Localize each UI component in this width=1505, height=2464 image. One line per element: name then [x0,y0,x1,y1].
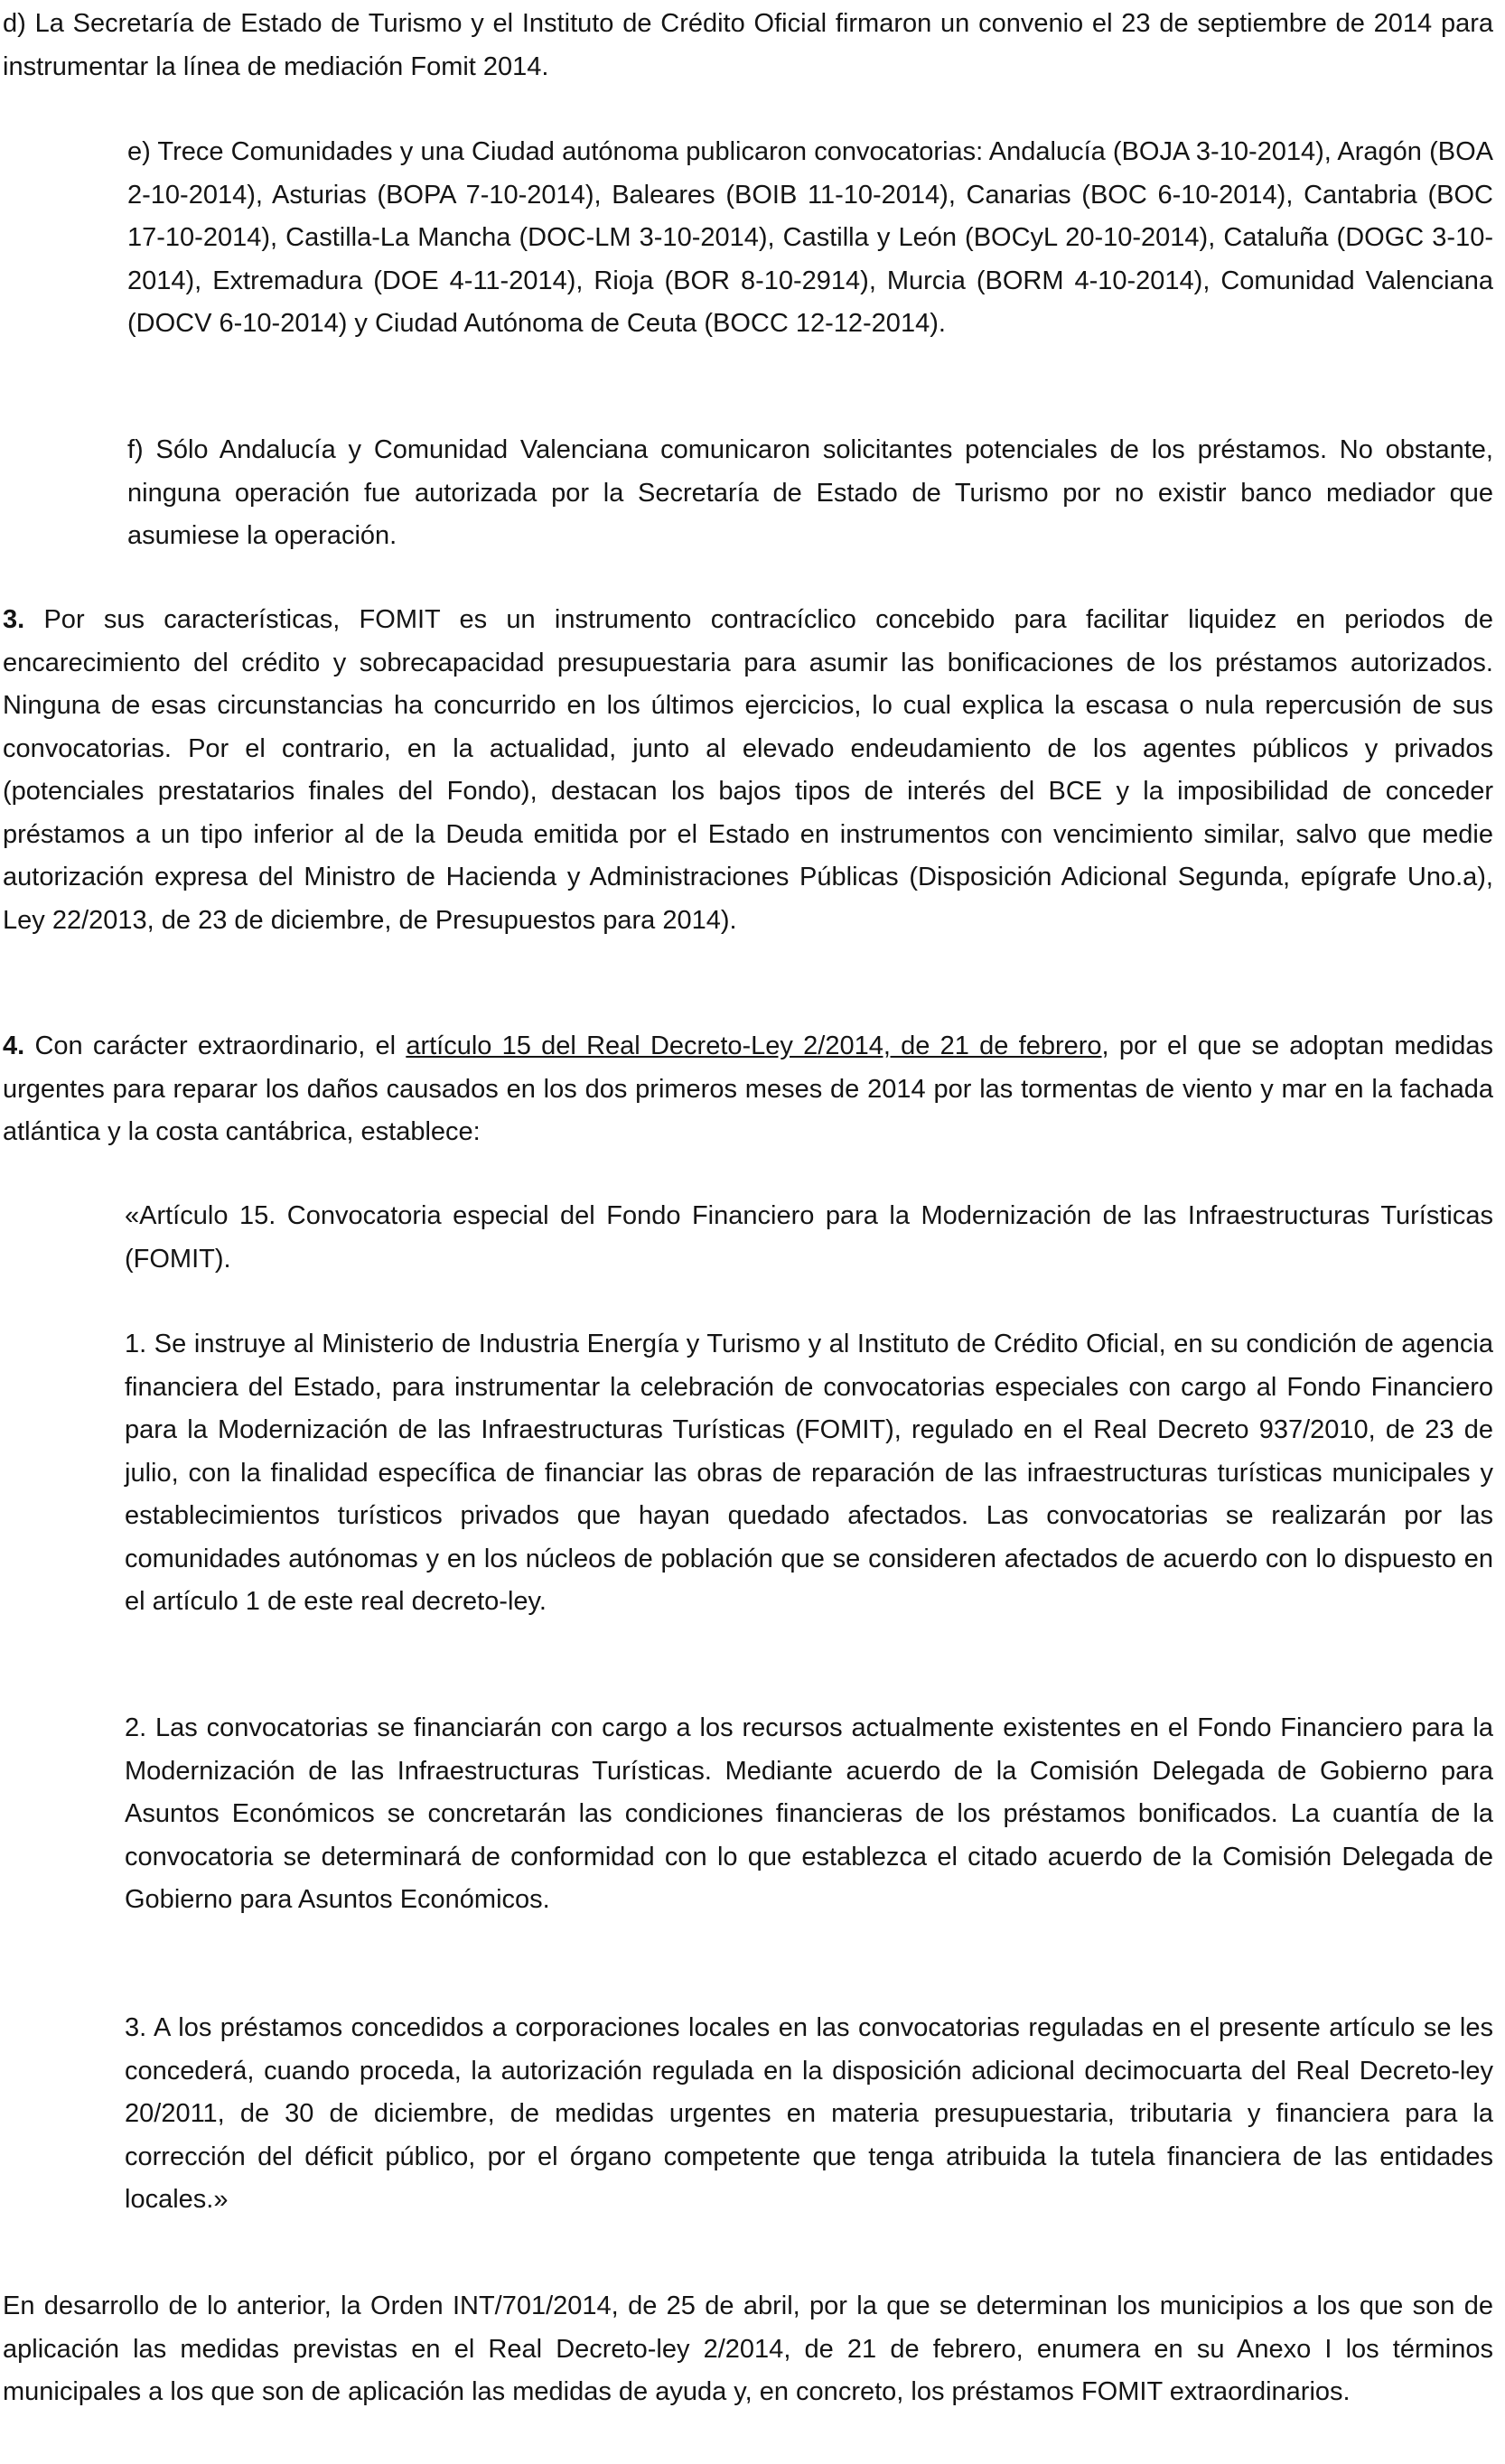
section-text-after: , por el que se adoptan medidas urgentes para reparar los daños causados en los dos primeros meses de 2014 por las tormentas de viento y mar en la fachada atlántica y la costa cantábrica, establece: [3,1031,1493,1146]
paragraph-section-3 [3,599,1493,942]
quote-heading: «Artículo 15. Convocatoria especial del Fondo Financiero para la Modernización de las Infraestructuras Turísticas (FOMIT). [125,1201,1493,1274]
paragraph-item-f: f) Sólo Andalucía y Comunidad Valenciana comunicaron solicitantes potenciales de los préstamos. No obstante, ninguna operación fue autorizada por la Secretaría de Estado de Turismo por no existir banco mediador que asumiese la operación. [127,435,1493,550]
section-number: 3. [3,605,25,634]
paragraph-item-e: e) Trece Comunidades y una Ciudad autónoma publicaron convocatorias: Andalucía (BOJA 3-10-2014), Aragón (BOA 2-10-2014), Asturias (BOPA 7-10-2014), Baleares (BOIB 11-10-2014), Canarias (BOC 6-10-2014), Cantabria (BOC 17-10-2014), Castilla-La Mancha (DOC-LM 3-10-2014), Castilla y León (BOCyL 20-10-2014), Cataluña (DOGC 3-10-2014), Extremadura (DOE 4-11-2014), Rioja (BOR 8-10-2914), Murcia (BORM 4-10-2014), Comunidad Valenciana (DOCV 6-10-2014) y Ciudad Autónoma de Ceuta (BOCC 12-12-2014). [127,137,1493,338]
law-reference-link[interactable]: artículo 15 del Real Decreto-Ley 2/2014, de 21 de febrero [406,1031,1102,1060]
quote-paragraph-3: 3. A los préstamos concedidos a corporaciones locales en las convocatorias reguladas en el presente artículo se les concederá, cuando proceda, la autorización regulada en la disposición adicional decimocuarta del Real Decreto-ley 20/2011, de 30 de diciembre, de medidas urgentes en materia presupuestaria, tributaria y financiera para la corrección del déficit público, por el órgano competente que tenga atribuida la tutela financiera de las entidades locales.» [125,2013,1493,2214]
section-text-before: Con carácter extraordinario, el [34,1031,397,1060]
section-text: Por sus características, FOMIT es un instrumento contracíclico concebido para facilitar liquidez en periodos de encarecimiento del crédito y sobrecapacidad presupuestaria para asumir las bonificaciones de los préstamos autorizados. Ninguna de esas circunstancias ha concurrido en los últimos ejercicios, lo cual explica la escasa o nula repercusión de sus convocatorias. Por el contrario, en la actualidad, junto al elevado endeudamiento de los agentes públicos y privados (potenciales prestatarios finales del Fondo), destacan los bajos tipos de interés del BCE y la imposibilidad de conceder préstamos a un tipo inferior al de la Deuda emitida por el Estado en instrumentos con vencimiento similar, salvo que medie autorización expresa del Ministro de Hacienda y Administraciones Públicas (Disposición Adicional Segunda, epígrafe Uno.a), Ley 22/2013, de 23 de diciembre, de Presupuestos para 2014). [3,605,1494,935]
quote-paragraph-1: 1. Se instruye al Ministerio de Industria Energía y Turismo y al Instituto de Crédito Oficial, en su condición de agencia financiera del Estado, para instrumentar la celebración de convocatorias especiales con cargo al Fondo Financiero para la Modernización de las Infraestructuras Turísticas (FOMIT), regulado en el Real Decreto 937/2010, de 23 de julio, con la finalidad específica de financiar las obras de reparación de las infraestructuras turísticas municipales y establecimientos turísticos privados que hayan quedado afectados. Las convocatorias se realizarán por las comunidades autónomas y en los núcleos de población que se consideren afectados de acuerdo con lo dispuesto en el artículo 1 de este real decreto-ley. [125,1330,1493,1616]
paragraph-closing: En desarrollo de lo anterior, la Orden INT/701/2014, de 25 de abril, por la que se determinan los municipios a los que son de aplicación las medidas previstas en el Real Decreto-ley 2/2014, de 21 de febrero, enumera en su Anexo I los términos municipales a los que son de aplicación las medidas de ayuda y, en concreto, los préstamos FOMIT extraordinarios. [3,2291,1493,2406]
section-number: 4. [3,1031,25,1060]
paragraph-item-d: d) La Secretaría de Estado de Turismo y el Instituto de Crédito Oficial firmaron un convenio el 23 de septiembre de 2014 para instrumentar la línea de mediación Fomit 2014. [3,9,1493,81]
paragraph-section-4 [3,1025,1493,1154]
quote-paragraph-2: 2. Las convocatorias se financiarán con cargo a los recursos actualmente existentes en el Fondo Financiero para la Modernización de las Infraestructuras Turísticas. Mediante acuerdo de la Comisión Delegada de Gobierno para Asuntos Económicos se concretarán las condiciones financieras de los préstamos bonificados. La cuantía de la convocatoria se determinará de conformidad con lo que establezca el citado acuerdo de la Comisión Delegada de Gobierno para Asuntos Económicos. [125,1713,1493,1914]
